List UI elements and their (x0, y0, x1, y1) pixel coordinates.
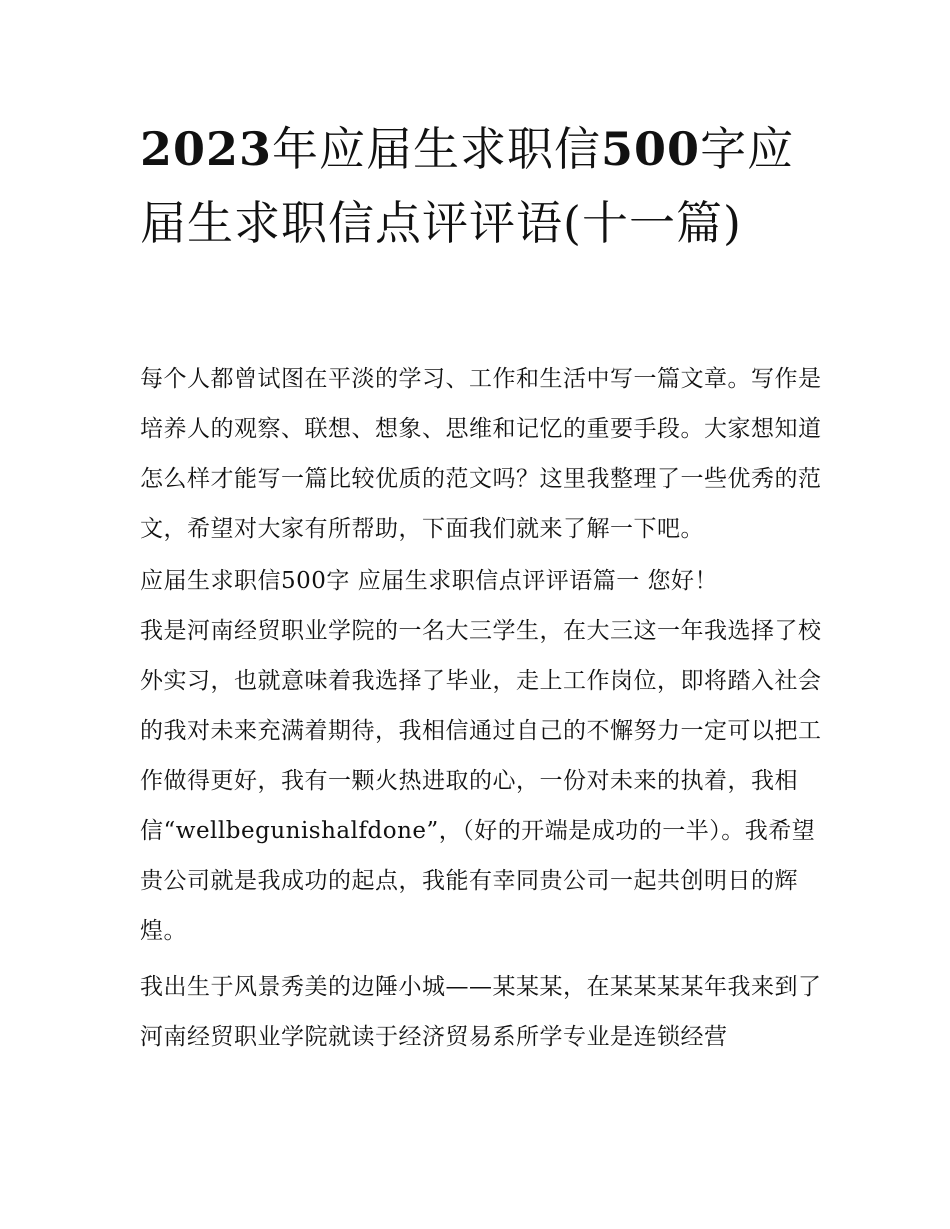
paragraph-intro: 每个人都曾试图在平淡的学习、工作和生活中写一篇文章。写作是培养人的观察、联想、想象、思维和记忆的重要手段。大家想知道怎么样才能写一篇比较优质的范文吗？这里我整理了一些优秀的范文，希望对大家有所帮助，下面我们就来了解一下吧。 (140, 366, 822, 542)
document-body (140, 354, 830, 1068)
title-year: 2023 (140, 122, 273, 176)
title-text-2: 字应届生求职信点评评语(十一篇) (140, 122, 795, 250)
paragraph-heading: 应届生求职信500字 应届生求职信点评评语篇一 您好！ (140, 568, 719, 594)
title-text-1: 年应届生求职信 (272, 122, 602, 176)
title-count: 500 (601, 122, 701, 176)
document-title (140, 112, 830, 260)
paragraph-self-intro: 我是河南经贸职业学院的一名大三学生，在大三这一年我选择了校外实习，也就意味着我选择了毕业，走上工作岗位，即将踏入社会的我对未来充满着期待，我相信通过自己的不懈努力一定可以把工作做得更好，我有一颗火热进取的心，一份对未来的执着，我相信“wellbegunishalfdone”，（好的开端是成功的一半）。我希望贵公司就是我成功的起点，我能有幸同贵公司一起共创明日的辉煌。 (140, 618, 822, 944)
paragraph-background: 我出生于风景秀美的边陲小城——某某某，在某某某某年我来到了河南经贸职业学院就读于经济贸易系所学专业是连锁经营 (140, 974, 822, 1050)
